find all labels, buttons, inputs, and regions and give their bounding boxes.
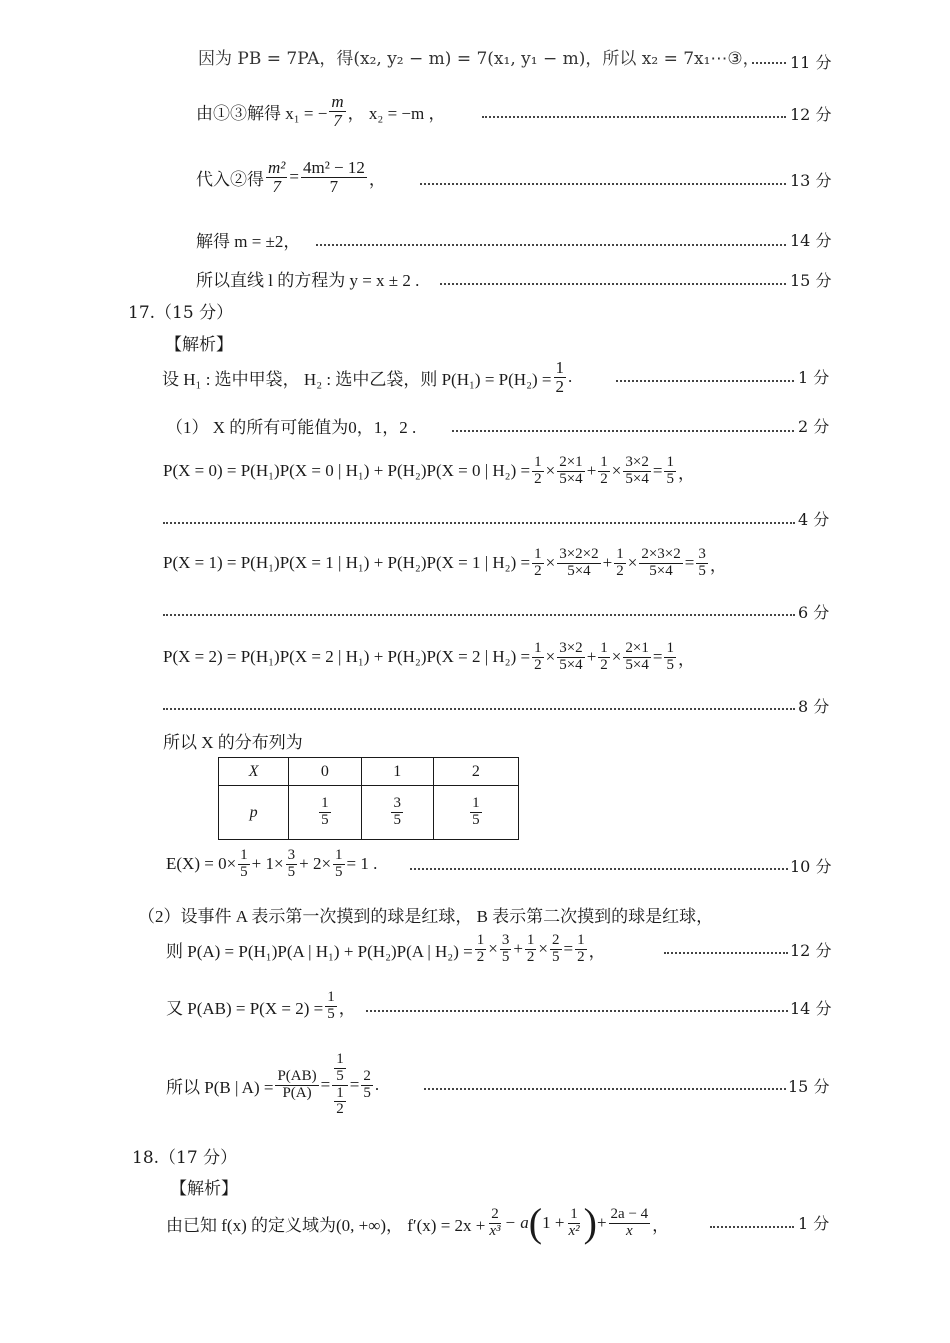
dot-leader bbox=[452, 430, 794, 432]
distribution-intro: 所以 X 的分布列为 bbox=[163, 732, 303, 752]
px0-formula: P(X = 0) = P(H₁)P(X = 0 | H₁) + P(H₂)P(X = 0 | H₂) = $\frac{1}{2}$ × $\frac{2\times 1}{5\times 4}$ + $\frac{1}{2}$ × $\frac{3\times 2}{5\times 4}$ = $\frac{1}{5}$ ， bbox=[163, 453, 695, 487]
px1-formula: P(X = 1) = P(H₁)P(X = 1 | H₁) + P(H₂)P(X = 1 | H₂) = $\frac{1}{2}$ × $\frac{3\times 2\times 2}{5\times 4}$ + $\frac{1}{2}$ × $\frac{2\times 3\times 2}{5\times 4}$ = $\frac{3}{5}$ ， bbox=[163, 545, 727, 579]
part-2-line: （2）设事件 A 表示第一次摸到的球是红球， B 表示第二次摸到的球是红球， bbox=[138, 906, 714, 926]
score-label: 12 分 bbox=[790, 941, 832, 960]
step-14: 解得 m = ±2， bbox=[196, 231, 301, 251]
step-12: 由①③解得 x₁ = − $\frac{m}{7}$ ， x₂ = −m ， bbox=[196, 91, 446, 130]
q18-derivative-line: 由已知 f(x) 的定义域为(0, +∞)， f′(x) = 2x + $\frac{2}{\text{x³}}$ − a ( 1 + $\frac{1}{\text{x²}}$ ) + $\frac{2a - 4}{x}$ ， bbox=[166, 1200, 670, 1245]
dot-leader bbox=[366, 1010, 788, 1012]
analysis-label: 【解析】 bbox=[170, 1179, 238, 1199]
score-label: 6 分 bbox=[798, 603, 830, 622]
analysis-label: 【解析】 bbox=[165, 335, 233, 355]
dot-leader bbox=[752, 62, 786, 64]
pab-formula: 又 P(AB) = P(X = 2) = $\frac{1}{5}$ ， bbox=[166, 988, 356, 1022]
dot-leader bbox=[316, 244, 786, 246]
step-15: 所以直线 l 的方程为 y = x ± 2 . bbox=[196, 270, 420, 290]
table-row: X 0 1 2 bbox=[219, 758, 519, 786]
fraction: $\frac{\text{m²}}{7}$ bbox=[268, 157, 286, 196]
expectation-formula: E(X) = 0× $\frac{1}{5}$ + 1× $\frac{3}{5}$ + 2× $\frac{1}{5}$ = 1 . bbox=[166, 846, 378, 880]
dot-leader bbox=[424, 1088, 786, 1090]
hypothesis-line: 设 H₁ : 选中甲袋， H₂ : 选中乙袋，则 P(H₁) = P(H₂) = $\frac{1}{2}$ . bbox=[162, 357, 573, 396]
fraction: $\frac{m}{7}$ bbox=[331, 91, 344, 130]
question-18-heading: 18.（17 分） bbox=[132, 1148, 238, 1168]
score-label: 14 分 bbox=[790, 231, 832, 250]
score-label: 15 分 bbox=[788, 1077, 830, 1096]
score-label: 14 分 bbox=[790, 999, 832, 1018]
dot-leader bbox=[482, 116, 786, 118]
score-label: 4 分 bbox=[798, 510, 830, 529]
px2-formula: P(X = 2) = P(H₁)P(X = 2 | H₁) + P(H₂)P(X = 2 | H₂) = $\frac{1}{2}$ × $\frac{3\times 2}{5\times 4}$ + $\frac{1}{2}$ × $\frac{2\times 1}{5\times 4}$ = $\frac{1}{5}$ ， bbox=[163, 639, 695, 673]
score-label: 8 分 bbox=[798, 697, 830, 716]
dot-leader bbox=[163, 708, 795, 710]
pa-formula: 则 P(A) = P(H₁)P(A | H₁) + P(H₂)P(A | H₂) = $\frac{1}{2}$ × $\frac{3}{5}$ + $\frac{1}{2}$ × $\frac{2}{5}$ = $\frac{1}{2}$ ， bbox=[166, 931, 606, 965]
dot-leader bbox=[616, 380, 794, 382]
score-label: 11 分 bbox=[790, 53, 832, 72]
step-13: 代入②得 $\frac{\text{m²}}{7}$ = $\frac{\text{4m² − 12}}{7}$ ， bbox=[196, 157, 386, 196]
distribution-table bbox=[218, 757, 519, 840]
pba-formula: 所以 P(B | A) = $\frac{P(AB)}{P(A)}$ = $\frac{\frac{1}{5}}{\frac{1}{2}}$ = $\frac{2}{5}$ . bbox=[166, 1051, 380, 1118]
compound-fraction: $\frac{\frac{1}{5}}{\frac{1}{2}}$ bbox=[332, 1052, 348, 1118]
score-label: 15 分 bbox=[790, 271, 832, 290]
score-label: 12 分 bbox=[790, 105, 832, 124]
fraction: $\frac{\text{4m² − 12}}{7}$ bbox=[302, 157, 365, 196]
score-label: 10 分 bbox=[790, 857, 832, 876]
dot-leader bbox=[163, 522, 795, 524]
score-label: 1 分 bbox=[798, 368, 830, 387]
question-17-heading: 17.（15 分） bbox=[128, 303, 234, 323]
score-label: 2 分 bbox=[798, 417, 830, 436]
dot-leader bbox=[440, 283, 786, 285]
dot-leader bbox=[420, 183, 786, 185]
dot-leader bbox=[710, 1226, 794, 1228]
part-1-line: （1） X 的所有可能值为0，1，2 . bbox=[166, 417, 417, 437]
score-label: 13 分 bbox=[790, 171, 832, 190]
cutoff-line: 因为 PB = 7PA，得(x₂, y₂ − m) = 7(x₁, y₁ − m)，所以 x₂ = 7x₁⋯③， bbox=[198, 49, 760, 69]
dot-leader bbox=[410, 868, 788, 870]
dot-leader bbox=[163, 614, 795, 616]
score-label: 1 分 bbox=[798, 1214, 830, 1233]
table-row: p $\frac{1}{5}$ $\frac{3}{5}$ $\frac{1}{5}$ bbox=[219, 786, 519, 840]
dot-leader bbox=[664, 952, 788, 954]
fraction: $\frac{1}{2}$ bbox=[555, 357, 564, 396]
